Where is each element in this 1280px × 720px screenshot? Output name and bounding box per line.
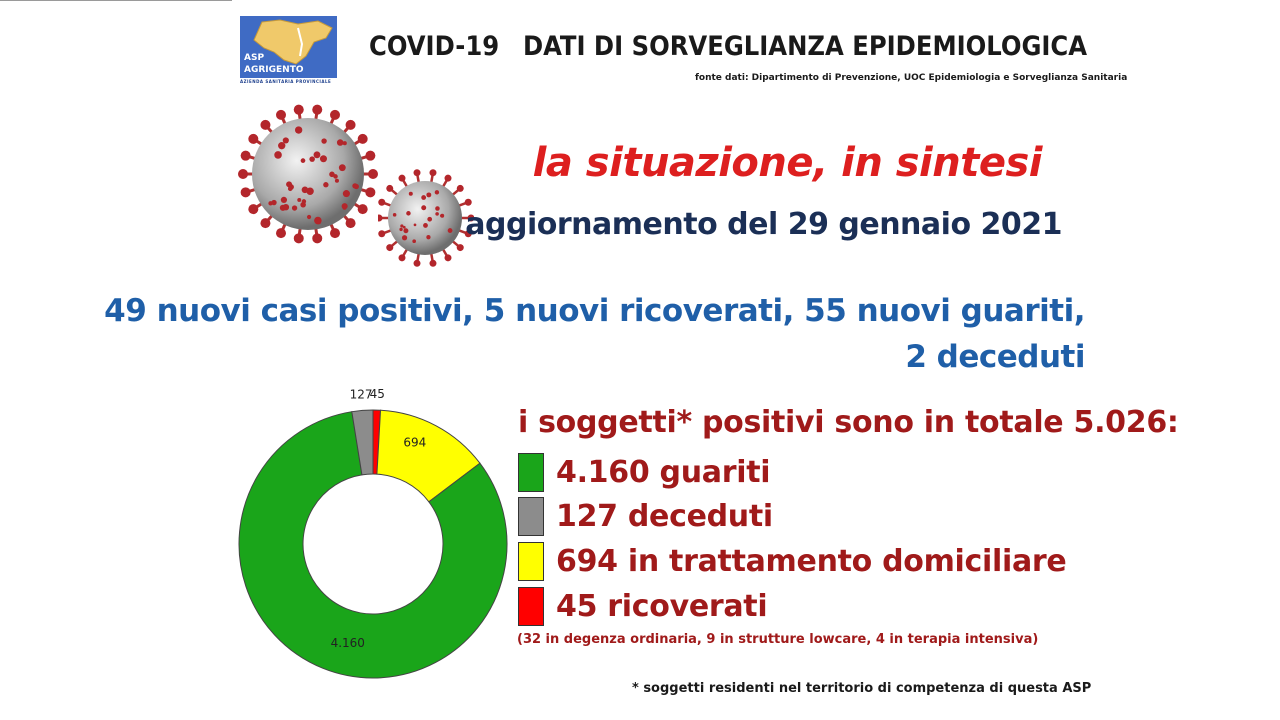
legend-label-domiciliare: 694 in trattamento domiciliare — [556, 543, 1067, 579]
svg-text:AGRIGENTO: AGRIGENTO — [244, 65, 304, 75]
legend-label-ricoverati: 45 ricoverati — [556, 588, 768, 624]
legend-swatch-green — [518, 453, 544, 492]
legend-item-deceduti — [518, 496, 773, 536]
donut-label-guariti: 4.160 — [330, 635, 365, 650]
footnote: * soggetti residenti nel territorio di competenza di questa ASP — [632, 681, 1092, 696]
legend-item-ricoverati — [518, 586, 767, 626]
total-positives: i soggetti* positivi sono in totale 5.026: — [518, 405, 1179, 440]
legend-swatch-red — [518, 587, 544, 626]
update-date: aggiornamento del 29 gennaio 2021 — [465, 207, 1062, 242]
positives-donut-chart — [230, 370, 520, 700]
asp-agrigento-logo — [240, 16, 337, 78]
legend-item-guariti — [518, 452, 770, 492]
data-source: fonte dati: Dipartimento di Prevenzione, UOC Epidemiologia e Sorveglianza Sanitaria — [695, 73, 1128, 83]
legend-swatch-yellow — [518, 542, 544, 581]
svg-text:ASP: ASP — [244, 53, 265, 63]
daily-news-line2: 2 deceduti — [905, 339, 1085, 375]
summary-subtitle: la situazione, in sintesi — [532, 140, 1042, 186]
legend-label-deceduti: 127 deceduti — [556, 498, 773, 534]
legend-item-domiciliare — [518, 541, 1066, 581]
daily-news-line1: 49 nuovi casi positivi, 5 nuovi ricoverati, 55 nuovi guariti, — [104, 293, 1085, 329]
legend-label-guariti: 4.160 guariti — [556, 454, 771, 490]
logo-subtitle: AZIENDA SANITARIA PROVINCIALE — [240, 79, 332, 84]
donut-label-deceduti: 127 — [349, 387, 373, 402]
legend-swatch-gray — [518, 497, 544, 536]
donut-label-in-trattamento-domiciliare: 694 — [403, 435, 427, 450]
page-title: DATI DI SORVEGLIANZA EPIDEMIOLOGICA — [523, 31, 1088, 62]
coronavirus-small-icon — [378, 166, 474, 270]
title-covid: COVID-19 — [369, 31, 500, 62]
top-divider — [0, 0, 232, 1]
coronavirus-large-icon — [238, 98, 380, 252]
hospitalization-breakdown-note: (32 in degenza ordinaria, 9 in strutture lowcare, 4 in terapia intensiva) — [517, 632, 1039, 647]
donut-label-ricoverati: 45 — [369, 387, 385, 402]
